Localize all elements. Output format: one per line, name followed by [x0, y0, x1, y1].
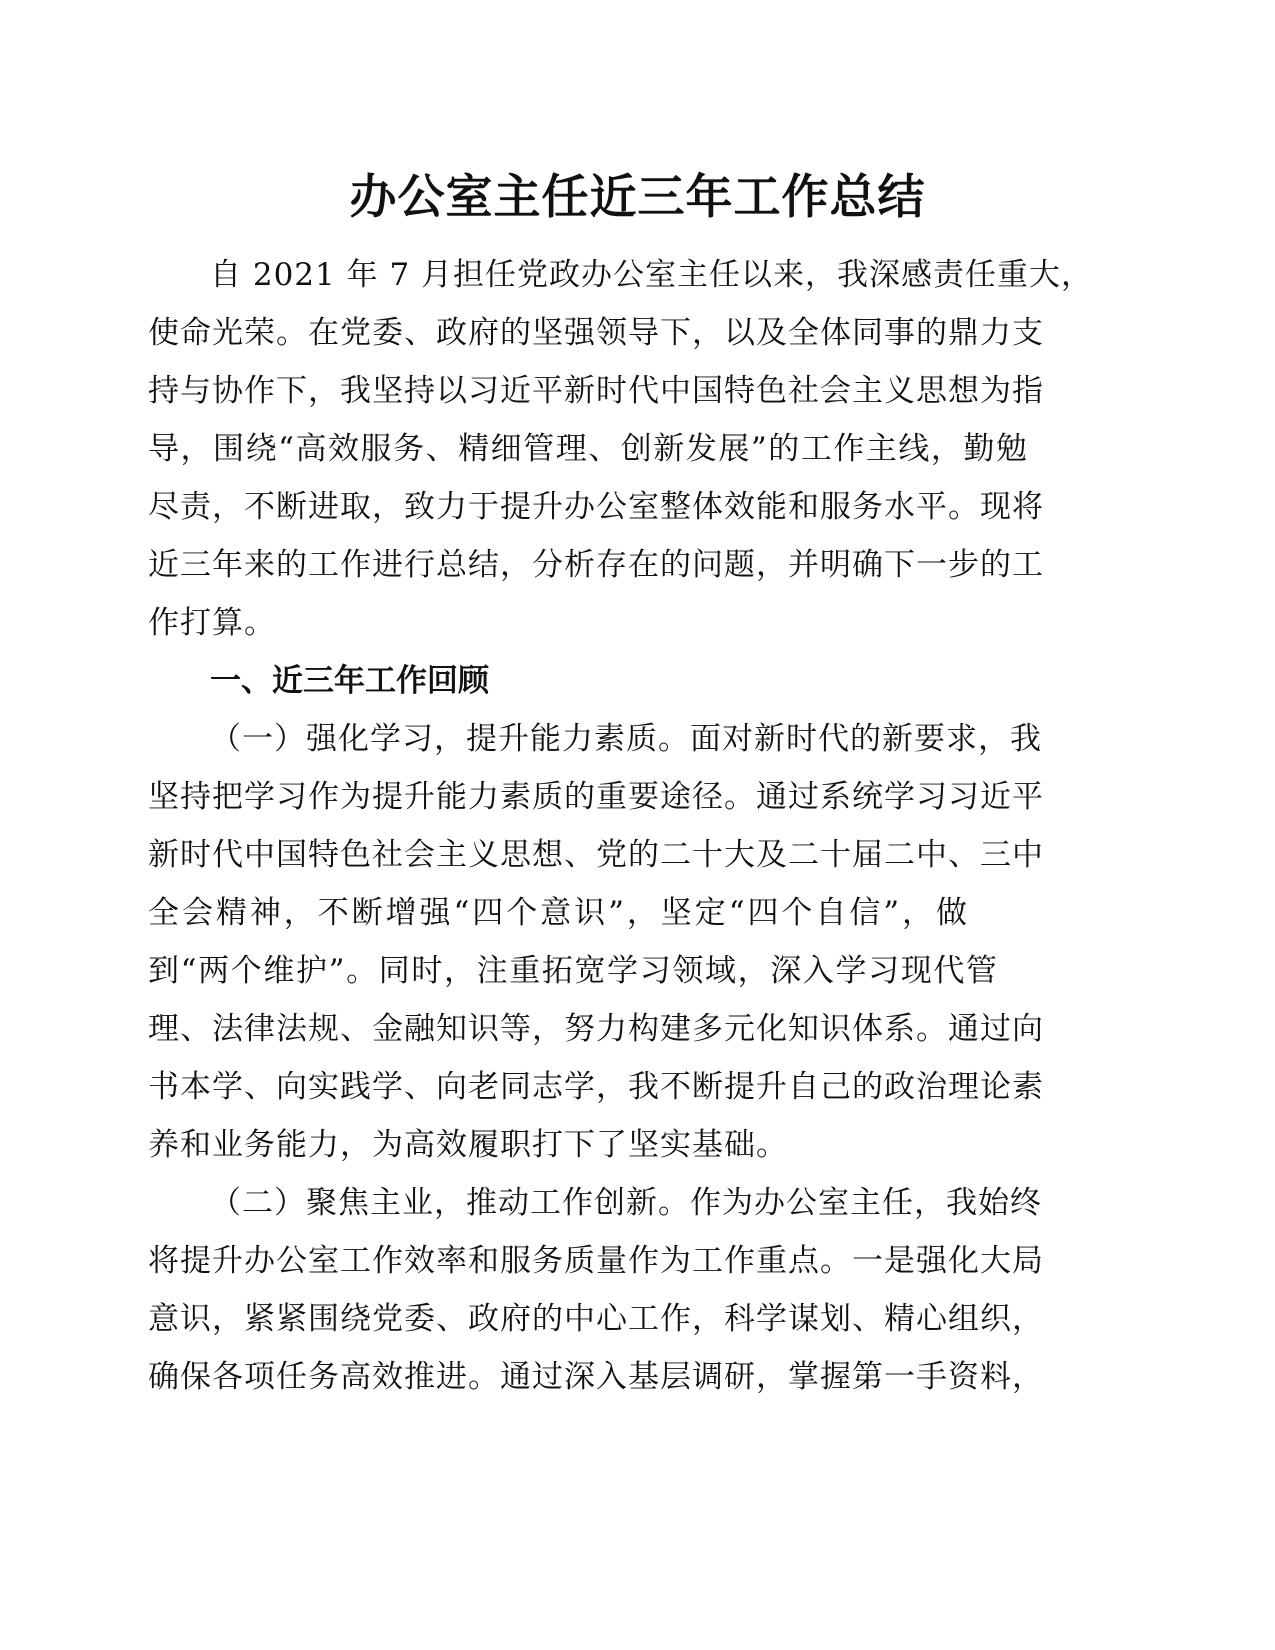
body-line: 将提升办公室工作效率和服务质量作为工作重点。一是强化大局	[148, 1243, 1044, 1279]
body-line: 持与协作下，我坚持以习近平新时代中国特色社会主义思想为指	[148, 373, 1044, 409]
body-line: 坚持把学习作为提升能力素质的重要途径。通过系统学习习近平	[148, 779, 1044, 815]
body-line: 尽责，不断进取，致力于提升办公室整体效能和服务水平。现将	[148, 489, 1044, 525]
body-line: 全会精神，不断增强“四个意识”，坚定“四个自信”，做	[148, 895, 968, 931]
body-line: 书本学、向实践学、向老同志学，我不断提升自己的政治理论素	[148, 1069, 1044, 1105]
body-line: 近三年来的工作进行总结，分析存在的问题，并明确下一步的工	[148, 547, 1044, 583]
document-title: 办公室主任近三年工作总结	[349, 170, 926, 225]
body-line: 养和业务能力，为高效履职打下了坚实基础。	[148, 1127, 788, 1163]
body-line: 作打算。	[148, 605, 276, 641]
body-line: （一）强化学习，提升能力素质。面对新时代的新要求，我	[210, 721, 1042, 757]
body-line: 到“两个维护”。同时，注重拓宽学习领域，深入学习现代管	[148, 953, 998, 989]
body-line: 使命光荣。在党委、政府的坚强领导下，以及全体同事的鼎力支	[148, 315, 1044, 351]
body-line: 新时代中国特色社会主义思想、党的二十大及二十届二中、三中	[148, 837, 1044, 873]
body-line: 理、法律法规、金融知识等，努力构建多元化知识体系。通过向	[148, 1011, 1044, 1047]
section-heading: 一、近三年工作回顾	[210, 663, 489, 699]
body-line: 自 2021 年 7 月担任党政办公室主任以来，我深感责任重大，	[210, 257, 1094, 293]
body-line: （二）聚焦主业，推动工作创新。作为办公室主任，我始终	[210, 1185, 1042, 1221]
body-line: 导，围绕“高效服务、精细管理、创新发展”的工作主线，勤勉	[148, 431, 1028, 467]
body-line: 确保各项任务高效推进。通过深入基层调研，掌握第一手资料，	[148, 1359, 1044, 1395]
body-line: 意识，紧紧围绕党委、政府的中心工作，科学谋划、精心组织，	[148, 1301, 1044, 1337]
